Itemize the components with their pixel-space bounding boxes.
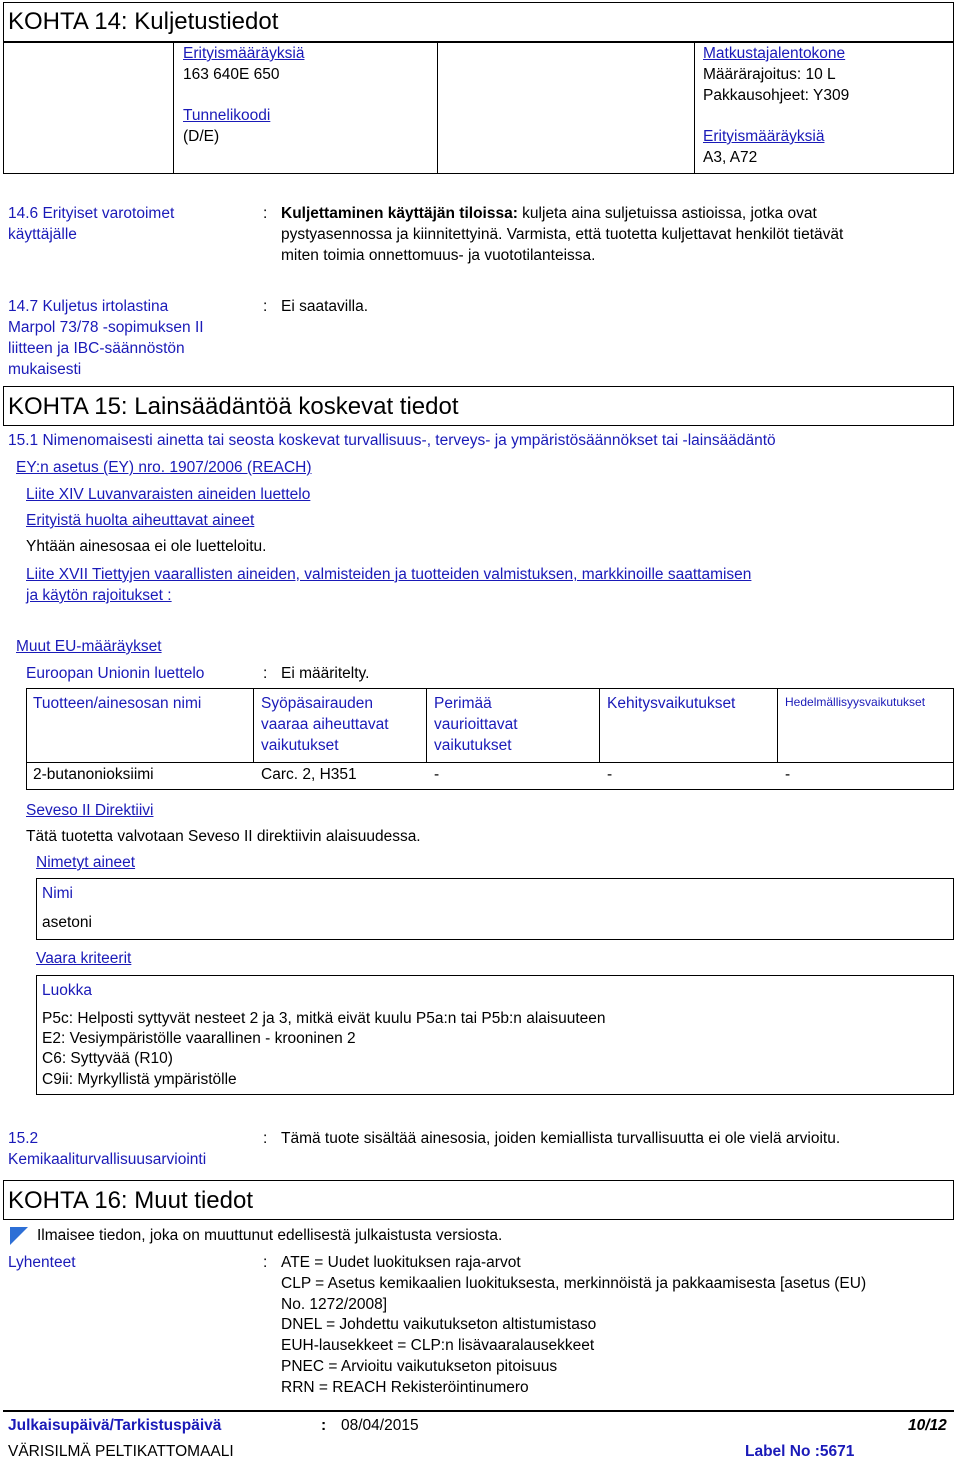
row-carc: Carc. 2, H351 xyxy=(261,766,357,783)
header-muta-3: vaikutukset xyxy=(434,737,512,754)
item-14-6-text-1 xyxy=(281,205,817,223)
abbreviations-colon: : xyxy=(263,1254,268,1271)
item-14-6-bold: Kuljettaminen käyttäjän tiloissa: xyxy=(281,205,518,222)
section-16-title: KOHTA 16: Muut tiedot xyxy=(8,1187,254,1214)
special-provisions-air-value: A3, A72 xyxy=(703,149,758,166)
table-divider xyxy=(777,688,778,762)
reach-label: EY:n asetus (EY) nro. 1907/2006 (REACH) xyxy=(16,459,312,476)
footer-page-number: 10/12 xyxy=(908,1417,947,1434)
none-listed-text: Yhtään ainesosaa ei ole luetteloitu. xyxy=(26,538,267,555)
seveso-text: Tätä tuotetta valvotaan Seveso II direktiivin alaisuudessa. xyxy=(26,828,421,845)
table-row-divider xyxy=(26,762,954,763)
item-14-7-colon: : xyxy=(263,298,268,315)
item-14-7-label-3: liitteen ja IBC-säännöstön xyxy=(8,340,185,357)
table-divider xyxy=(599,688,600,762)
named-substances-table xyxy=(36,878,954,940)
abbreviations-label: Lyhenteet xyxy=(8,1254,76,1271)
seveso-label: Seveso II Direktiivi xyxy=(26,802,154,819)
header-carc-3: vaikutukset xyxy=(261,737,339,754)
header-muta-2: vaurioittavat xyxy=(434,716,518,733)
flag-note: Ilmaisee tiedon, joka on muuttunut edellisestä julkaistusta versiosta. xyxy=(37,1227,503,1244)
table-divider xyxy=(173,42,174,174)
footer-date-value: 08/04/2015 xyxy=(341,1417,419,1434)
special-provisions-air-label: Erityismääräyksiä xyxy=(703,128,825,145)
abbreviation-line: DNEL = Johdettu vaikutukseton altistumistaso xyxy=(281,1316,597,1333)
section-15-header xyxy=(3,386,954,426)
section-15-title: KOHTA 15: Lainsäädäntöä koskevat tiedot xyxy=(8,393,459,420)
item-15-2-label-2: Kemikaaliturvallisuusarviointi xyxy=(8,1151,207,1168)
item-15-1: 15.1 Nimenomaisesti ainetta tai seosta koskevat turvallisuus-, terveys- ja ympäristösäännökset tai -lainsäädäntö xyxy=(8,432,776,449)
footer-rule xyxy=(3,1410,954,1412)
quantity-limit: Määrärajoitus: 10 L xyxy=(703,66,836,83)
abbreviation-line: ATE = Uudet luokituksen raja-arvot xyxy=(281,1254,521,1271)
tunnel-code-value: (D/E) xyxy=(183,128,220,145)
row-name: 2-butanonioksiimi xyxy=(33,766,154,783)
named-substances-label: Nimetyt aineet xyxy=(36,854,136,871)
name-header: Nimi xyxy=(42,885,73,902)
passenger-aircraft-label: Matkustajalentokone xyxy=(703,45,846,62)
item-15-2-value: Tämä tuote sisältää ainesosia, joiden kemiallista turvallisuutta ei ole vielä arvioitu. xyxy=(281,1130,841,1147)
section-16-header xyxy=(3,1180,954,1220)
abbreviation-line: EUH-lausekkeet = CLP:n lisävaaralausekkeet xyxy=(281,1337,595,1354)
eu-list-colon: : xyxy=(263,665,268,682)
item-14-6-label-2: käyttäjälle xyxy=(8,226,77,243)
item-15-2-label-1: 15.2 xyxy=(8,1130,39,1147)
item-14-7-label-4: mukaisesti xyxy=(8,361,82,378)
row-fert: - xyxy=(785,766,791,783)
row-muta: - xyxy=(434,766,440,783)
header-carc-1: Syöpäsairauden xyxy=(261,695,374,712)
item-14-7-label-1: 14.7 Kuljetus irtolastina xyxy=(8,298,169,315)
tunnel-code-label: Tunnelikoodi xyxy=(183,107,271,124)
class-line: C6: Syttyvää (R10) xyxy=(42,1050,173,1067)
table-divider xyxy=(426,688,427,762)
header-muta-1: Perimää xyxy=(434,695,492,712)
packing-instruction: Pakkausohjeet: Y309 xyxy=(703,87,850,104)
eu-list-label: Euroopan Unionin luettelo xyxy=(26,665,205,682)
abbreviation-line: RRN = REACH Rekisteröintinumero xyxy=(281,1379,529,1396)
class-header: Luokka xyxy=(42,982,92,999)
special-provisions-label: Erityismääräyksiä xyxy=(183,45,305,62)
item-14-6-colon: : xyxy=(263,205,268,222)
item-14-7-label-2: Marpol 73/78 -sopimuksen II xyxy=(8,319,204,336)
item-14-6-text-3: miten toimia onnettomuus- ja vuototilanteissa. xyxy=(281,247,596,264)
header-product: Tuotteen/ainesosan nimi xyxy=(33,695,202,712)
name-value: asetoni xyxy=(42,914,92,931)
item-14-7-value: Ei saatavilla. xyxy=(281,298,369,315)
header-carc-2: vaaraa aiheuttavat xyxy=(261,716,389,733)
item-14-6-text-2: pystyasennossa ja kiinnitettyinä. Varmista, että tuotetta kuljettavat henkilöt tietävät xyxy=(281,226,844,243)
svhc-label: Erityistä huolta aiheuttavat aineet xyxy=(26,512,255,529)
footer-date-label: Julkaisupäivä/Tarkistuspäivä xyxy=(8,1417,222,1434)
annex-17-line-1: Liite XVII Tiettyjen vaarallisten aineiden, valmisteiden ja tuotteiden valmistuksen, markkinoille saattamisen xyxy=(26,566,752,583)
class-line: E2: Vesiympäristölle vaarallinen - krooninen 2 xyxy=(42,1030,356,1047)
row-devel: - xyxy=(607,766,613,783)
abbreviation-line: PNEC = Arvioitu vaikutukseton pitoisuus xyxy=(281,1358,558,1375)
footer-date-colon: : xyxy=(321,1417,327,1434)
annex-17-line-2: ja käytön rajoitukset : xyxy=(26,587,172,604)
footer-product-name: VÄRISILMÄ PELTIKATTOMAALI xyxy=(8,1443,234,1460)
header-fert: Hedelmällisyysvaikutukset xyxy=(785,695,926,709)
table-divider xyxy=(253,688,254,762)
abbreviation-line: CLP = Asetus kemikaalien luokituksesta, merkinnöistä ja pakkaamisesta [asetus (EU) xyxy=(281,1275,867,1292)
hazard-criteria-label: Vaara kriteerit xyxy=(36,950,132,967)
section-14-header xyxy=(3,2,954,42)
table-divider xyxy=(437,42,438,174)
footer-label-no: Label No :5671 xyxy=(745,1443,855,1460)
abbreviation-line: No. 1272/2008] xyxy=(281,1296,388,1313)
change-flag-icon xyxy=(10,1227,28,1245)
annex-14-label: Liite XIV Luvanvaraisten aineiden luettelo xyxy=(26,486,311,503)
item-14-6-text-rest: kuljeta aina suljetuissa astioissa, jotka ovat xyxy=(517,205,817,222)
other-eu-label: Muut EU-määräykset xyxy=(16,638,162,655)
class-line: C9ii: Myrkyllistä ympäristölle xyxy=(42,1071,237,1088)
header-devel: Kehitysvaikutukset xyxy=(607,695,736,712)
table-divider xyxy=(694,42,695,174)
eu-list-value: Ei määritelty. xyxy=(281,665,370,682)
special-provisions-value: 163 640E 650 xyxy=(183,66,280,83)
item-15-2-colon: : xyxy=(263,1130,268,1147)
item-14-6-label: 14.6 Erityiset varotoimet xyxy=(8,205,175,222)
section-14-title: KOHTA 14: Kuljetustiedot xyxy=(8,8,279,35)
class-line: P5c: Helposti syttyvät nesteet 2 ja 3, mitkä eivät kuulu P5a:n tai P5b:n alaisuuteen xyxy=(42,1010,606,1027)
